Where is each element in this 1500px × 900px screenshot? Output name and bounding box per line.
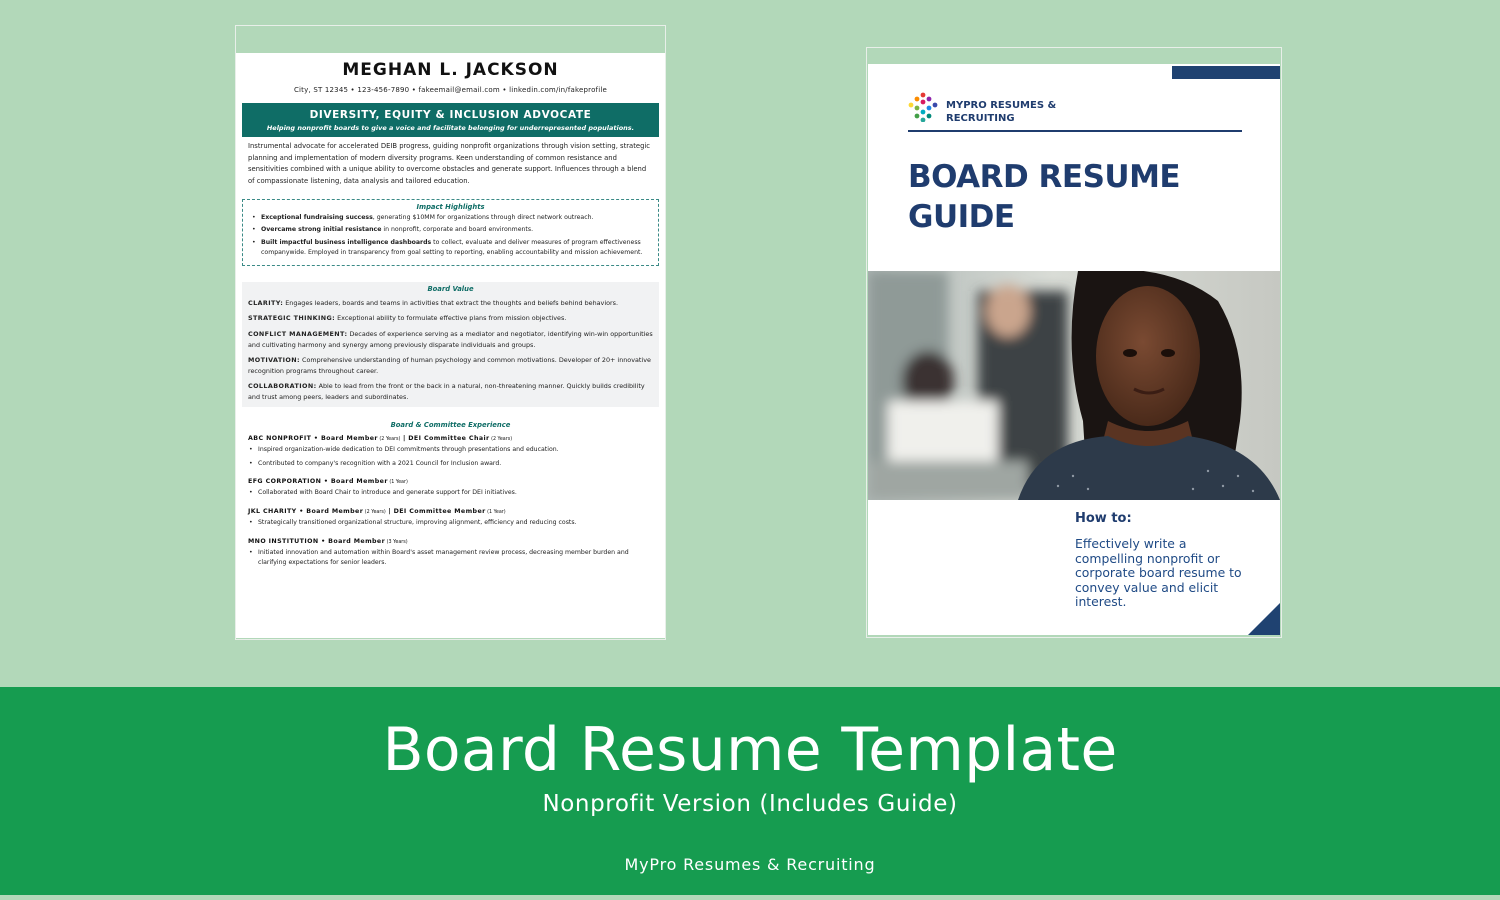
list-item: • Strategically transitioned organizational structure, improving alignment, efficiency and reducing costs. [248, 518, 653, 529]
guide-description: Effectively write a compelling nonprofit or corporate board resume to convey value and elicit interest. [1075, 536, 1242, 609]
brand-name: MyPro Resumes & Recruiting [624, 855, 876, 874]
resume-tagline: Helping nonprofit boards to give a voice and facilitate belonging for underrepresented populations. [266, 124, 635, 132]
list-item: • Exceptional fundraising success, generating $10MM for organizations through direct network outreach. [251, 213, 650, 224]
divider [908, 130, 1242, 132]
guide-title: BOARD RESUME GUIDE [908, 159, 1181, 235]
board-value-box [242, 282, 659, 408]
impact-highlights-title: Impact Highlights [416, 202, 485, 211]
guide-top-bar [1172, 66, 1280, 79]
corner-decoration [1248, 603, 1280, 635]
guide-howto-label: How to: [1075, 511, 1132, 526]
mypro-logo-icon [908, 92, 938, 122]
resume-page [236, 53, 665, 638]
resume-headline: DIVERSITY, EQUITY & INCLUSION ADVOCATE [309, 109, 592, 121]
list-item: • Collaborated with Board Chair to introduce and generate support for DEI initiatives. [248, 488, 653, 499]
experience-role: ABC NONPROFIT • Board Member (2 Years) | DEI Committee Chair (2 Years) [248, 435, 513, 443]
resume-preview-card [235, 25, 666, 640]
resume-name: MEGHAN L. JACKSON [342, 60, 559, 80]
list-item: MOTIVATION: Comprehensive understanding of human psychology and common motivations. Developer of 20+ innovative recognition programs throughout career. [248, 356, 651, 375]
product-title: Board Resume Template [382, 715, 1118, 785]
board-value-title: Board Value [427, 284, 474, 293]
bottom-strip [0, 895, 1500, 900]
list-item: • Initiated innovation and automation within Board's asset management review process, decreasing member burden and clarifying expectations for senior leaders. [248, 548, 653, 569]
brand-logo-text: MYPRO RESUMES & RECRUITING [946, 100, 1057, 124]
list-item: • Overcame strong initial resistance in nonprofit, corporate and board environments. [251, 225, 650, 236]
experience-role: EFG CORPORATION • Board Member (1 Year) [248, 478, 408, 486]
list-item: COLLABORATION: Able to lead from the front or the back in a natural, non-threatening manner. Quickly builds credibility and trust among peers, leaders and subordinates. [248, 382, 645, 401]
list-item: • Built impactful business intelligence dashboards to collect, evaluate and deliver measures of program effectiveness companywide. Employed in transparency from goal setting to reporting, enabling accountability and mission achievement. [251, 238, 650, 259]
list-item: • Contributed to company's recognition with a 2021 Council for Inclusion award. [248, 459, 653, 470]
board-experience-section [242, 421, 659, 568]
experience-role: JKL CHARITY • Board Member (2 Years) | DEI Committee Member (1 Year) [248, 507, 506, 515]
guide-preview-card [866, 47, 1282, 638]
resume-contact: City, ST 12345 • 123-456-7890 • fakeemail@email.com • linkedin.com/in/fakeprofile [293, 86, 608, 94]
professional-woman-photo [868, 271, 1280, 500]
list-item: CLARITY: Engages leaders, boards and teams in activities that extract the thoughts and beliefs behind behaviors. [248, 298, 619, 307]
guide-page [868, 64, 1280, 635]
list-item: • Inspired organization-wide dedication to DEI commitments through presentations and education. [248, 445, 653, 456]
experience-role: MNO INSTITUTION • Board Member (3 Years) [248, 537, 408, 545]
impact-highlights-box [242, 199, 659, 266]
product-subtitle: Nonprofit Version (Includes Guide) [542, 791, 958, 817]
resume-summary: Instrumental advocate for accelerated DEIB progress, guiding nonprofit organizations through vision setting, strategic planning and implementation of modern diversity programs. Keen understanding of common resistance and sensitivities combined with a unique ability to overcome obstacles and generate support. Influences through a blend of compassionate listening, data analysis and tailored education. [248, 142, 651, 186]
list-item: CONFLICT MANAGEMENT: Decades of experience serving as a mediator and negotiator, identifying win-win opportunities and cultivating harmony and synergy among previously disparate individuals and groups. [248, 330, 653, 349]
list-item: STRATEGIC THINKING: Exceptional ability to formulate effective plans from mission objectives. [248, 314, 567, 323]
board-experience-title: Board & Committee Experience [390, 421, 511, 430]
product-banner [0, 687, 1500, 895]
resume-headline-banner [242, 103, 659, 137]
